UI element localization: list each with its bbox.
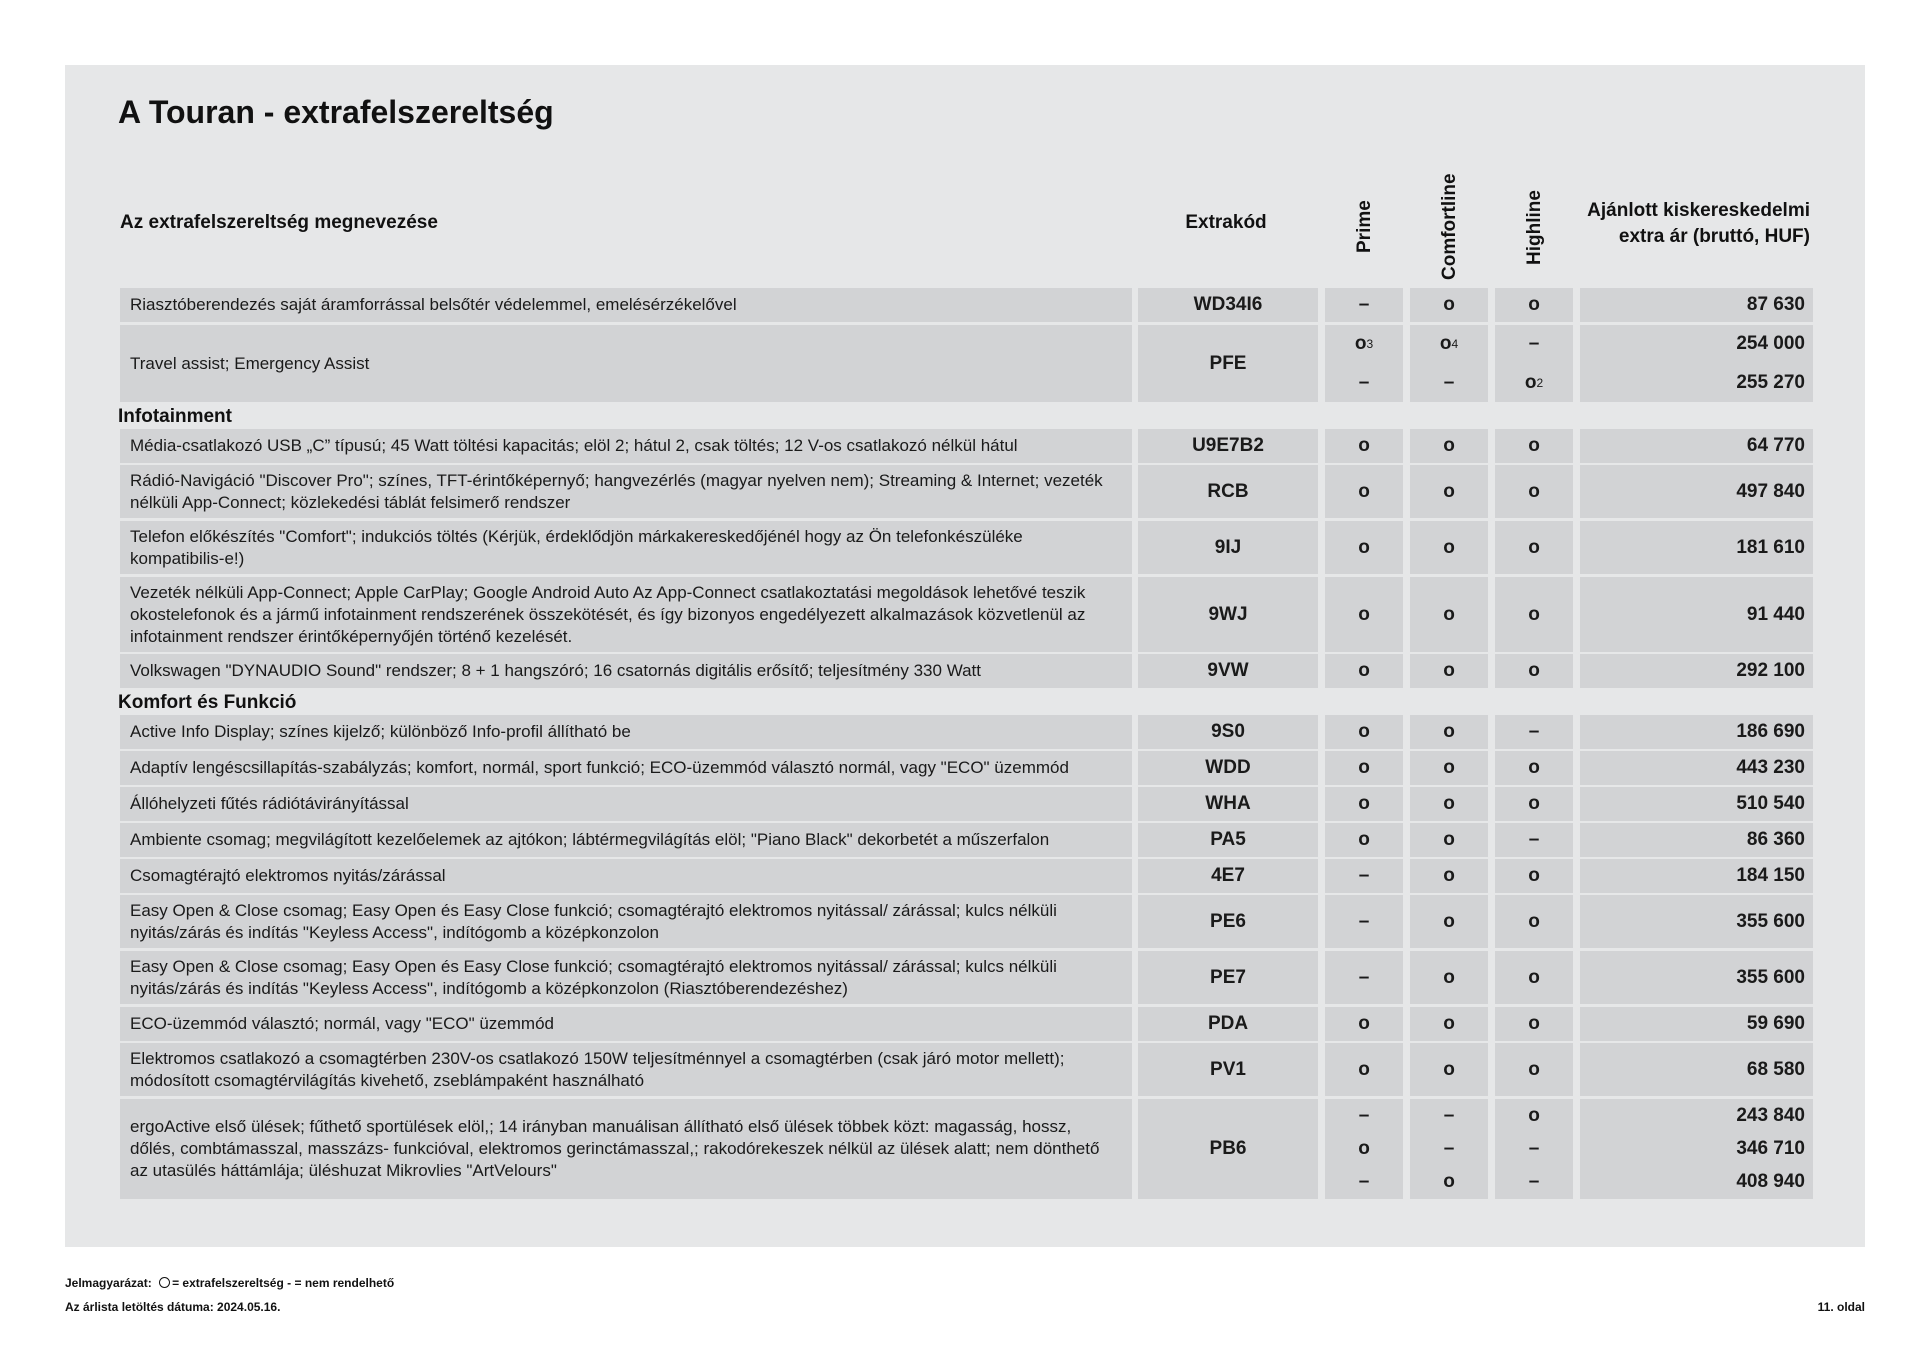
highline-cell (1495, 325, 1573, 402)
option-description-text: Easy Open & Close csomag; Easy Open és Easy Close funkció; csomagtérajtó elektromos nyitással/ zárással; kulcs nélküli nyitás/zárás és indítás "Keyless Access", indítógomb a középkonzolon (130, 900, 1057, 942)
price-value: 243 840 (1736, 1104, 1805, 1126)
prime-value: o (1358, 1137, 1370, 1159)
highline-cell (1495, 654, 1573, 688)
comfortline-cell (1410, 859, 1488, 893)
option-code (1138, 715, 1318, 749)
prime-value: – (1358, 865, 1370, 886)
option-description-text: ergoActive első ülések; fűthető sportülések elöl,; 14 irányban manuálisan állítható első ülések többek közt: magasság, hossz, dőlés, combtámasszal, masszázs- funkcióval, elektromos gerinctámasszal,; rakodórekeszek nélkül az ülések alatt; nem dönthető az utasülés háttámlája; üléshuzat Mikrovlies "ArtVelours" (130, 1117, 1100, 1180)
highline-value: o (1528, 793, 1540, 814)
option-code (1138, 465, 1318, 518)
prime-value: o (1358, 757, 1370, 778)
price-value: 68 580 (1746, 1058, 1805, 1080)
option-code-text: U9E7B2 (1192, 435, 1264, 456)
header-price (1530, 198, 1810, 250)
option-description (120, 1007, 1132, 1041)
option-code (1138, 787, 1318, 821)
comfortline-cell (1410, 521, 1488, 574)
option-description-text: Ambiente csomag; megvilágított kezelőelemek az ajtókon; lábtérmegvilágítás elöl; "Piano Black" dekorbetét a műszerfalon (130, 830, 1050, 849)
prime-cell (1325, 654, 1403, 688)
option-code-text: 9S0 (1211, 721, 1245, 742)
option-description (120, 521, 1132, 574)
header-prime: Prime (1354, 200, 1375, 253)
price-cell (1580, 859, 1813, 893)
option-description (120, 325, 1132, 402)
prime-cell (1325, 951, 1403, 1004)
highline-value: o (1528, 536, 1540, 558)
highline-value: – (1528, 829, 1540, 850)
price-value: 186 690 (1736, 721, 1805, 742)
option-description (120, 823, 1132, 857)
comfortline-value: – (1443, 1104, 1455, 1126)
option-code (1138, 1099, 1318, 1199)
highline-cell (1495, 859, 1573, 893)
price-value: 255 270 (1736, 371, 1805, 393)
price-cell (1580, 1007, 1813, 1041)
prime-value: – (1358, 966, 1370, 988)
header-name: Az extrafelszereltség megnevezése (120, 212, 438, 233)
option-code-text: WD34I6 (1193, 294, 1263, 315)
option-description-text: Rádió-Navigáció "Discover Pro"; színes, TFT-érintőképernyő; hangvezérlés (magyar nyelven nem); Streaming & Internet; vezeték nélküli App-Connect; közlekedési táblát felsimerő rendszer (130, 470, 1103, 512)
option-code (1138, 751, 1318, 785)
price-value: 443 230 (1736, 757, 1805, 778)
prime-cell (1325, 715, 1403, 749)
price-value: 355 600 (1736, 966, 1805, 988)
comfortline-value: o (1443, 910, 1455, 932)
highline-cell (1495, 715, 1573, 749)
option-description-text: Elektromos csatlakozó a csomagtérben 230V-os csatlakozó 150W teljesítménnyel a csomagtérben (csak járó motor mellett); módosított csomagtérvilágítás kivehető, zseblámpaként használható (130, 1048, 1065, 1090)
highline-cell (1495, 1043, 1573, 1096)
prime-value: o (1358, 536, 1370, 558)
highline-cell (1495, 823, 1573, 857)
option-code-text: 9IJ (1214, 536, 1242, 558)
option-description-text: Travel assist; Emergency Assist (130, 353, 370, 373)
prime-value: – (1358, 294, 1370, 315)
highline-value: o (1528, 966, 1540, 988)
option-description-text: Adaptív lengéscsillapítás-szabályzás; komfort, normál, sport funkció; ECO-üzemmód választó normál, vagy "ECO" üzemmód (130, 758, 1069, 777)
option-description-text: Vezeték nélküli App-Connect; Apple CarPlay; Google Android Auto Az App-Connect csatlakoztatási megoldások lehetővé teszik okostelefonok és a jármű infotainment rendszerének összekötését, és így bizonyos engedélyezett alkalmazások közvetlenül az infotainment rendszer érintőképernyőjén történő kezelését. (130, 582, 1086, 646)
prime-value: o (1358, 480, 1370, 502)
highline-cell (1495, 951, 1573, 1004)
option-code-text: PE7 (1210, 966, 1246, 988)
comfortline-cell (1410, 325, 1488, 402)
option-code (1138, 577, 1318, 652)
option-description (120, 465, 1132, 518)
comfortline-value: o (1443, 865, 1455, 886)
highline-value: o (1528, 1104, 1540, 1126)
option-code-text: PB6 (1209, 1138, 1247, 1159)
option-description-text: Telefon előkészítés "Comfort"; indukciós töltés (Kérjük, érdeklődjön márkakereskedőjénél hogy az Ön telefonkészüléke kompatibilis-e!) (130, 526, 1023, 568)
prime-value: o (1358, 435, 1370, 456)
highline-cell (1495, 895, 1573, 948)
prime-value: o (1358, 721, 1370, 742)
price-value: 408 940 (1736, 1171, 1805, 1193)
price-cell (1580, 288, 1813, 322)
prime-value: o (1358, 793, 1370, 814)
comfortline-cell (1410, 1007, 1488, 1041)
legend (65, 1276, 394, 1290)
comfortline-cell (1410, 288, 1488, 322)
prime-cell (1325, 288, 1403, 322)
prime-value: – (1358, 1104, 1370, 1126)
option-code-text: WHA (1205, 793, 1251, 814)
highline-cell (1495, 465, 1573, 518)
comfortline-value: o (1443, 721, 1455, 742)
option-code (1138, 288, 1318, 322)
prime-cell (1325, 895, 1403, 948)
comfortline-value: o (1443, 966, 1455, 988)
comfortline-cell (1410, 1099, 1488, 1199)
highline-value: – (1528, 1171, 1540, 1193)
comfortline-cell (1410, 465, 1488, 518)
prime-value: o (1358, 660, 1370, 681)
prime-cell (1325, 823, 1403, 857)
comfortline-value: o (1443, 1171, 1455, 1193)
comfortline-value: o (1443, 757, 1455, 778)
prime-value: o 3 (1354, 333, 1374, 355)
option-description-text: ECO-üzemmód választó; normál, vagy "ECO" üzemmód (130, 1014, 554, 1033)
price-cell (1580, 787, 1813, 821)
highline-value: o (1528, 435, 1540, 456)
prime-value: – (1358, 910, 1370, 932)
header-highline: Highline (1524, 190, 1545, 265)
section-komfort: Komfort és Funkció (118, 692, 297, 713)
comfortline-cell (1410, 1043, 1488, 1096)
option-code (1138, 951, 1318, 1004)
option-description-text: Active Info Display; színes kijelző; különböző Info-profil állítható be (130, 722, 631, 741)
highline-value: o (1528, 757, 1540, 778)
highline-value: – (1528, 721, 1540, 742)
highline-cell (1495, 1007, 1573, 1041)
option-code (1138, 823, 1318, 857)
option-code-text: RCB (1207, 480, 1249, 502)
prime-value: – (1358, 1171, 1370, 1193)
option-code-text: 4E7 (1211, 865, 1245, 886)
comfortline-cell (1410, 654, 1488, 688)
page-title: A Touran - extrafelszereltség (118, 94, 554, 130)
section-infotainment: Infotainment (118, 406, 232, 427)
highline-value: o (1528, 865, 1540, 886)
option-code-text: PA5 (1210, 829, 1246, 850)
option-circle-icon (159, 1277, 170, 1288)
comfortline-value: o (1443, 603, 1455, 625)
price-cell (1580, 654, 1813, 688)
prime-cell (1325, 787, 1403, 821)
legend-na: - = nem rendelhető (287, 1276, 395, 1290)
price-cell (1580, 895, 1813, 948)
page-number: 11. oldal (1817, 1300, 1865, 1314)
option-code-text: PDA (1207, 1013, 1249, 1034)
option-description (120, 429, 1132, 463)
highline-value: o (1528, 660, 1540, 681)
price-value: 181 610 (1736, 536, 1805, 558)
comfortline-cell (1410, 715, 1488, 749)
option-code (1138, 654, 1318, 688)
highline-value: – (1528, 333, 1540, 355)
price-value: 346 710 (1736, 1137, 1805, 1159)
prime-cell (1325, 521, 1403, 574)
price-value: 87 630 (1746, 294, 1805, 315)
option-description (120, 654, 1132, 688)
option-description-text: Állóhelyzeti fűtés rádiótávirányítással (130, 794, 409, 813)
header-code: Extrakód (1185, 212, 1267, 233)
comfortline-value: o (1443, 793, 1455, 814)
prime-value: o (1358, 1058, 1370, 1080)
download-date: Az árlista letöltés dátuma: 2024.05.16. (65, 1300, 281, 1314)
option-description-text: Easy Open & Close csomag; Easy Open és Easy Close funkció; csomagtérajtó elektromos nyitással/ zárással; kulcs nélküli nyitás/zárás és indítás "Keyless Access", indítógomb a középkonzolon (Riasztóberendezéshez) (130, 956, 1057, 998)
prime-cell (1325, 859, 1403, 893)
prime-cell (1325, 1007, 1403, 1041)
option-code (1138, 895, 1318, 948)
option-code-text: PFE (1209, 352, 1247, 374)
price-cell (1580, 823, 1813, 857)
price-value: 64 770 (1746, 435, 1805, 456)
price-cell (1580, 1043, 1813, 1096)
price-value: 510 540 (1736, 793, 1805, 814)
highline-value: o (1528, 480, 1540, 502)
option-description (120, 951, 1132, 1004)
price-value: 355 600 (1736, 910, 1805, 932)
prime-cell (1325, 1099, 1403, 1199)
option-code (1138, 325, 1318, 402)
legend-option: = extrafelszereltség (172, 1276, 284, 1290)
option-code (1138, 859, 1318, 893)
comfortline-cell (1410, 787, 1488, 821)
highline-cell (1495, 288, 1573, 322)
option-code-text: PV1 (1210, 1058, 1246, 1080)
price-value: 292 100 (1736, 660, 1805, 681)
option-description (120, 859, 1132, 893)
comfortline-value: o (1443, 1058, 1455, 1080)
highline-value: o (1528, 1058, 1540, 1080)
prime-cell (1325, 429, 1403, 463)
comfortline-value: o (1443, 435, 1455, 456)
comfortline-value: o (1443, 294, 1455, 315)
highline-cell (1495, 1099, 1573, 1199)
comfortline-value: o (1443, 660, 1455, 681)
option-description-text: Riasztóberendezés saját áramforrással belsőtér védelemmel, emelésérzékelővel (130, 295, 737, 314)
option-description-text: Volkswagen "DYNAUDIO Sound" rendszer; 8 + 1 hangszóró; 16 csatornás digitális erősítő; teljesítmény 330 Watt (130, 661, 982, 680)
option-code (1138, 1007, 1318, 1041)
price-cell (1580, 429, 1813, 463)
highline-value: o (1528, 1013, 1540, 1034)
highline-value: o (1528, 603, 1540, 625)
comfortline-value: – (1443, 1137, 1455, 1159)
comfortline-cell (1410, 895, 1488, 948)
comfortline-cell (1410, 429, 1488, 463)
price-cell (1580, 715, 1813, 749)
option-code (1138, 1043, 1318, 1096)
prime-cell (1325, 577, 1403, 652)
comfortline-cell (1410, 751, 1488, 785)
price-value: 184 150 (1736, 865, 1805, 886)
prime-value: o (1358, 829, 1370, 850)
price-value: 86 360 (1746, 829, 1805, 850)
price-cell (1580, 325, 1813, 402)
header-comfortline: Comfortline (1439, 173, 1460, 280)
comfortline-value: o 4 (1439, 333, 1459, 355)
prime-cell (1325, 465, 1403, 518)
prime-value: o (1358, 603, 1370, 625)
price-value: 91 440 (1746, 603, 1805, 625)
comfortline-value: o (1443, 536, 1455, 558)
comfortline-cell (1410, 823, 1488, 857)
option-description-text: Média-csatlakozó USB „C” típusú; 45 Watt töltési kapacitás; elöl 2; hátul 2, csak töltés; 12 V-os csatlakozó nélkül hátul (130, 436, 1018, 455)
highline-value: o (1528, 294, 1540, 315)
prime-cell (1325, 751, 1403, 785)
prime-cell (1325, 325, 1403, 402)
option-description (120, 895, 1132, 948)
option-code-text: 9WJ (1208, 603, 1248, 625)
option-description-text: Csomagtérajtó elektromos nyitás/zárással (130, 866, 446, 885)
option-code (1138, 521, 1318, 574)
prime-value: o (1358, 1013, 1370, 1034)
option-code-text: PE6 (1210, 910, 1246, 932)
option-description (120, 1099, 1132, 1199)
comfortline-value: – (1443, 371, 1455, 393)
option-description (120, 787, 1132, 821)
price-cell (1580, 465, 1813, 518)
option-description (120, 1043, 1132, 1096)
comfortline-value: o (1443, 1013, 1455, 1034)
highline-cell (1495, 751, 1573, 785)
header-price-line1: Ajánlott kiskereskedelmi (1587, 200, 1810, 221)
price-cell (1580, 1099, 1813, 1199)
price-value: 497 840 (1736, 480, 1805, 502)
comfortline-cell (1410, 951, 1488, 1004)
option-code (1138, 429, 1318, 463)
comfortline-cell (1410, 577, 1488, 652)
highline-value: o 2 (1524, 371, 1544, 393)
option-description (120, 715, 1132, 749)
price-value: 59 690 (1746, 1013, 1805, 1034)
legend-label: Jelmagyarázat: (65, 1276, 152, 1290)
option-code-text: WDD (1205, 757, 1251, 778)
highline-cell (1495, 787, 1573, 821)
price-cell (1580, 521, 1813, 574)
comfortline-value: o (1443, 829, 1455, 850)
price-cell (1580, 751, 1813, 785)
option-code-text: 9VW (1207, 660, 1249, 681)
header-price-line2: extra ár (bruttó, HUF) (1618, 226, 1810, 247)
highline-cell (1495, 521, 1573, 574)
highline-value: o (1528, 910, 1540, 932)
prime-cell (1325, 1043, 1403, 1096)
option-description (120, 751, 1132, 785)
price-value: 254 000 (1736, 333, 1805, 355)
price-cell (1580, 577, 1813, 652)
highline-cell (1495, 577, 1573, 652)
highline-value: – (1528, 1137, 1540, 1159)
comfortline-value: o (1443, 480, 1455, 502)
option-description (120, 577, 1132, 652)
price-cell (1580, 951, 1813, 1004)
prime-value: – (1358, 371, 1370, 393)
option-description (120, 288, 1132, 322)
highline-cell (1495, 429, 1573, 463)
